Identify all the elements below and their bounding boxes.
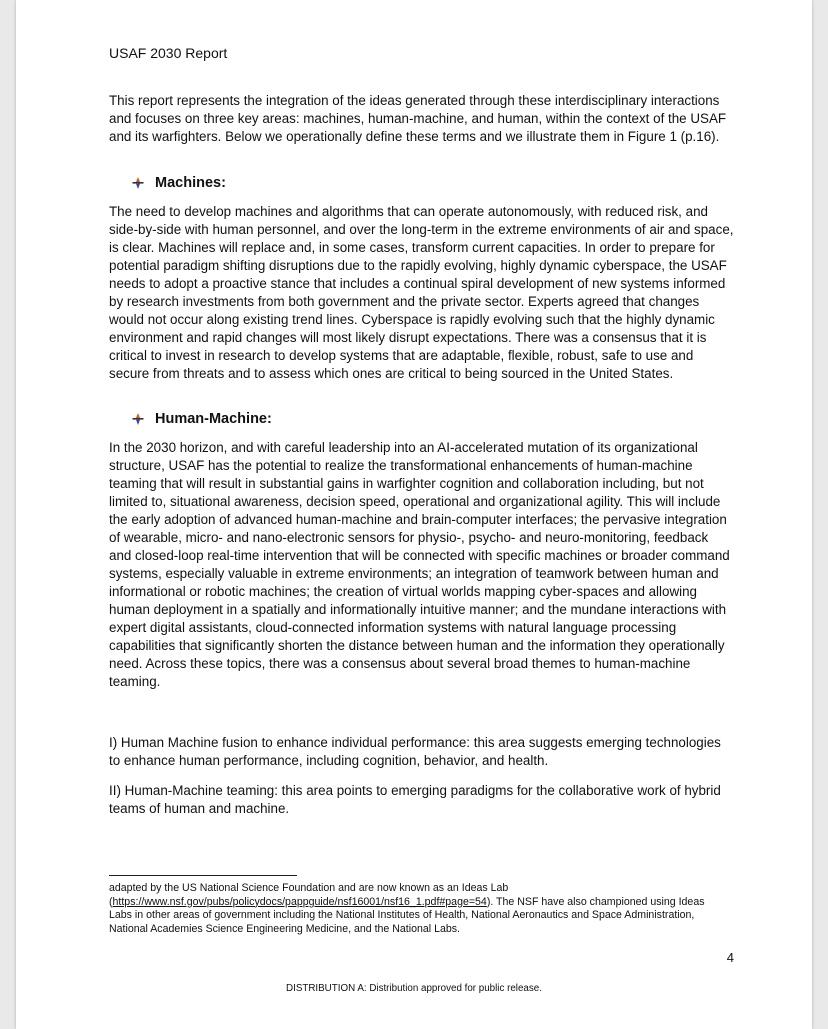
section-heading-machines: [131, 175, 226, 191]
arrow-bullet-icon: [131, 176, 145, 190]
list-item-2: II) Human-Machine teaming: this area points to emerging paradigms for the collaborative work of hybrid teams of human and machine.: [109, 783, 721, 816]
footnote-divider: [109, 875, 297, 876]
machines-paragraph: The need to develop machines and algorithms that can operate autonomously, with reduced risk, and side-by-side with human personnel, and over the long-term in the extreme environments of air and space, is clear. Machines will replace and, in some cases, transform current capacities. In order to prepare for potential paradigm shifting disruptions due to the rapidly evolving, highly dynamic cyberspace, the USAF needs to adopt a proactive stance that includes a continual spiral development of new systems informed by research investments from both government and the private sector. Experts agreed that changes would not occur along existing trend lines. Cyberspace is rapidly evolving such that the highly dynamic environment and rapid changes will most likely disrupt expectations. There was a consensus that it is critical to invest in research to develop systems that are adaptable, flexible, robust, safe to use and secure from threats and to assess which ones are critical to being sourced in the United States.: [109, 204, 734, 381]
footnote-text: adapted by the US National Science Foundation and are now known as an Ideas Lab (: [109, 882, 509, 908]
list-item-1: I) Human Machine fusion to enhance individual performance: this area suggests emerging technologies to enhance human performance, including cognition, behavior, and health.: [109, 735, 721, 768]
section-heading-human-machine: [131, 411, 272, 427]
intro-paragraph: This report represents the integration of the ideas generated through these interdisciplinary interactions and focuses on three key areas: machines, human-machine, and human, within the context of the USAF and its warfighters. Below we operationally define these terms and we illustrate them in Figure 1 (p.16).: [109, 93, 727, 144]
footnote-link[interactable]: https://www.nsf.gov/pubs/policydocs/pappguide/nsf16001/nsf16_1.pdf#page=54: [112, 895, 487, 908]
human-machine-paragraph: In the 2030 horizon, and with careful leadership into an AI-accelerated mutation of its organizational structure, USAF has the potential to realize the transformational enhancements of human-machine teaming that will result in substantial gains in warfighter cognition and collaboration including, but not limited to, situational awareness, decision speed, operational and organizational agility. This will include the early adoption of advanced human-machine and brain-computer interfaces; the pervasive integration of wearable, micro- and nano-electronic sensors for physio-, psycho- and neuro-monitoring, feedback and closed-loop real-time intervention that will be connected with specific machines or broader command systems, especially valuable in extreme environments; an integration of teamwork between human and informational or robotic machines; the creation of virtual worlds mapping cyber-spaces and allowing human deployment in a spatially and informationally intuitive manner; and the mundane interactions with expert digital assistants, cloud-connected information systems with natural language processing capabilities that significantly shorten the distance between human and the information they operationally need. Across these topics, there was a consensus about several broad themes to human-machine teaming.: [109, 440, 730, 689]
section-heading-label: Human-Machine:: [155, 411, 272, 427]
page-number: 4: [726, 950, 734, 965]
footnote-text: ). The NSF have also championed using Ideas Labs in other areas of government including the National Institutes of Health, National Aeronautics and Space Administration, National Academies Science Engineering Medicine, and the National Labs.: [109, 895, 705, 935]
footnote: [109, 882, 729, 936]
document-page: [16, 0, 812, 1029]
section-heading-label: Machines:: [155, 175, 226, 191]
arrow-bullet-icon: [131, 412, 145, 426]
distribution-statement: DISTRIBUTION A: Distribution approved for public release.: [286, 983, 542, 994]
page-header: USAF 2030 Report: [109, 45, 228, 61]
